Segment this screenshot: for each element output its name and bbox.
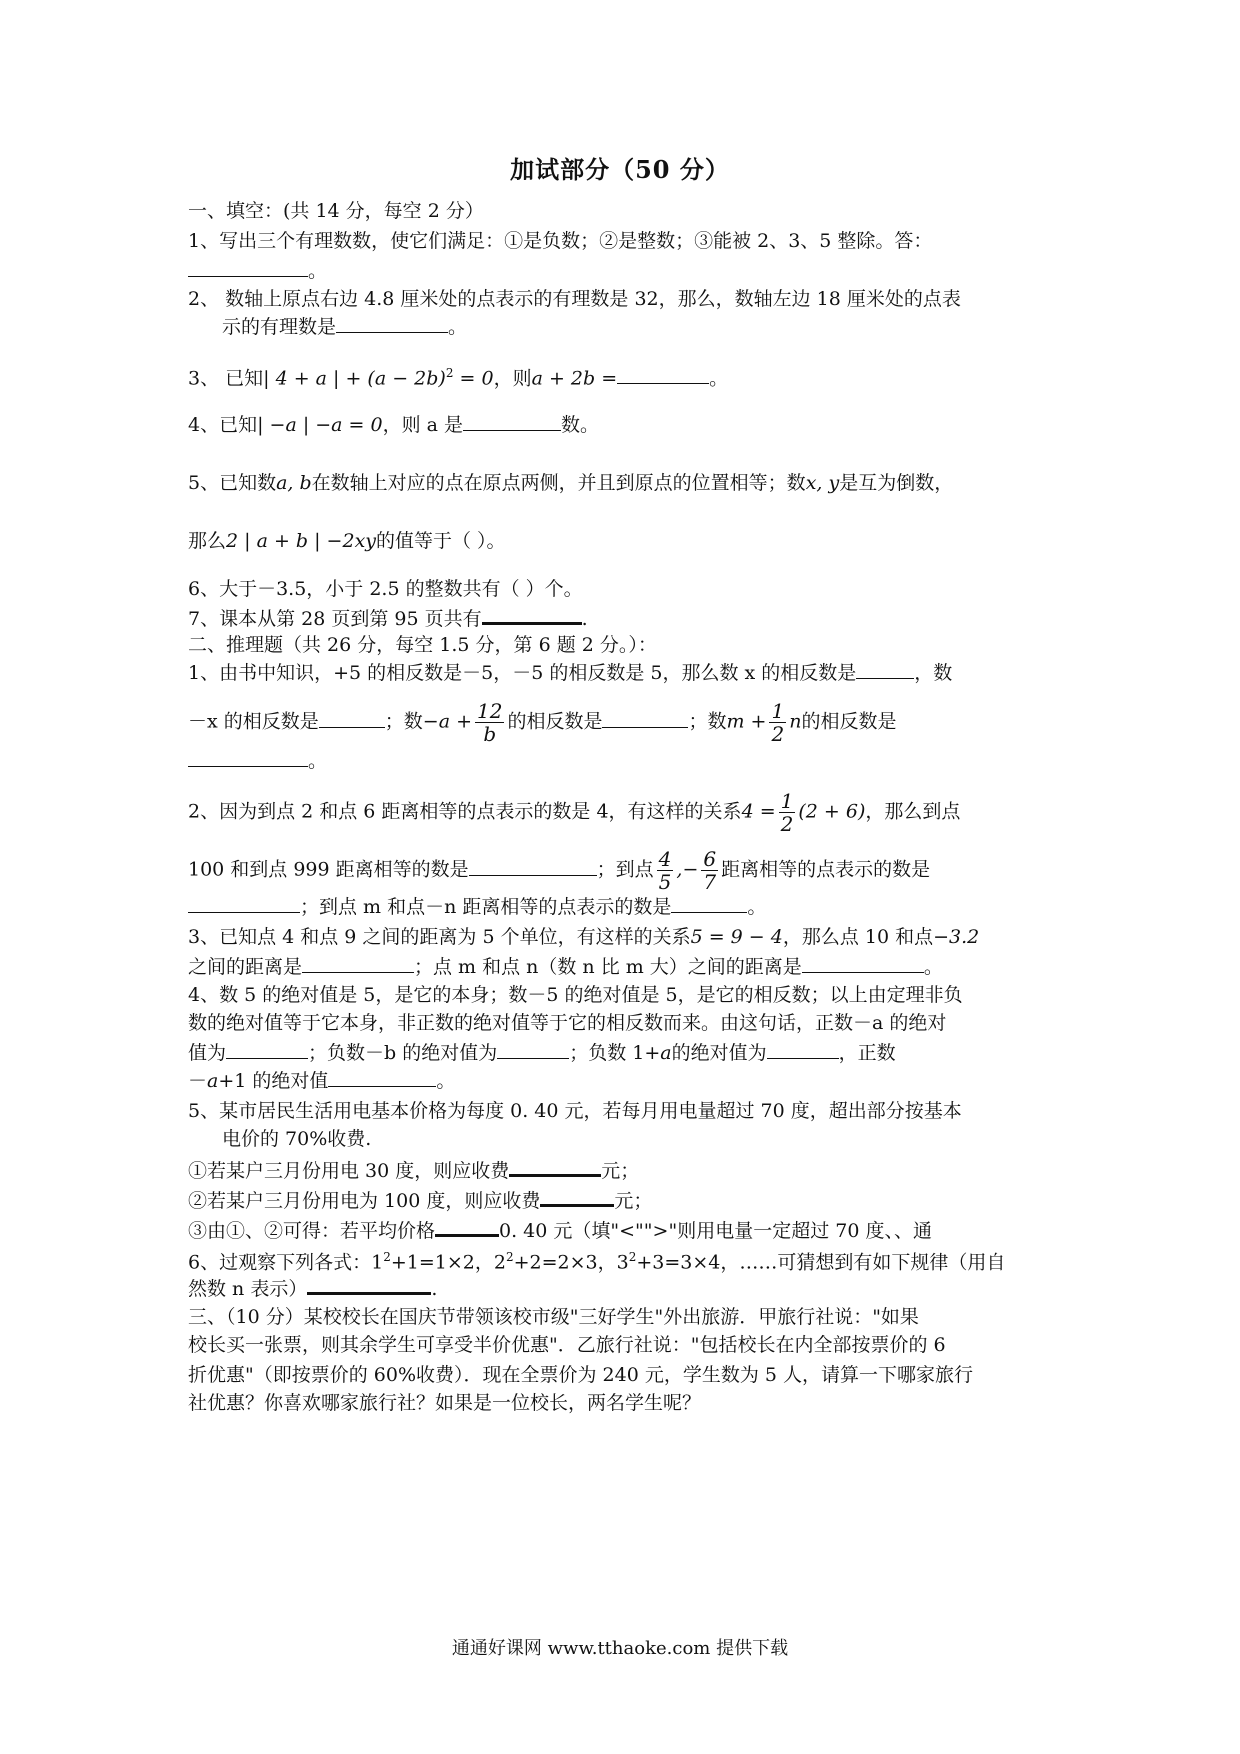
- s2-q2-line2: 100 和到点 999 距离相等的数是 ；到点 $\frac{4}{5}$ ,− $\frac{6}{7}$ 距离相等的点表示的数是: [188, 847, 931, 894]
- s2-q4-line1: 4、数 5 的绝对值是 5，是它的本身；数－5 的绝对值是 5，是它的相反数；以上由定理非负: [188, 984, 963, 1006]
- s2-q1-line2: －x 的相反数是 ；数−a + $\frac{12}{b}$ 的相反数是 ；数m + $\frac{1}{2}$ n的相反数是: [188, 699, 897, 746]
- s1-q4: 4、已知| −a | −a = 0，则 a 是 数。: [188, 414, 600, 436]
- fraction-1-over-2: $\frac{1}{2}$: [771, 699, 785, 746]
- section2-header: 二、推理题（共 26 分，每空 1.5 分，第 6 题 2 分。）：: [188, 634, 657, 656]
- s1-q1-line1: 1、写出三个有理数数，使它们满足：①是负数；②是整数；③能被 2、3、5 整除。答：: [188, 230, 933, 252]
- s2-q5-line1: 5、某市居民生活用电基本价格为每度 0. 40 元，若每月用电量超过 70 度，超出部分按基本: [188, 1100, 962, 1122]
- s2-q4-line3: 值为 ；负数－b 的绝对值为 ；负数 1+a的绝对值为 ，正数: [188, 1042, 896, 1064]
- section1-header: 一、填空：(共 14 分，每空 2 分）: [188, 200, 484, 222]
- s2-q5-blank1: [509, 1156, 601, 1177]
- s2-q2-line1: 2、因为到点 2 和点 6 距离相等的点表示的数是 4，有这样的关系4 = $\frac{1}{2}$ (2 + 6)，那么到点: [188, 789, 961, 836]
- s2-q1-blank3: [602, 709, 688, 728]
- fraction-6-over-7: $\frac{6}{7}$: [703, 847, 717, 894]
- s2-q4-blank4: [328, 1068, 436, 1087]
- s1-q4-blank: [463, 412, 561, 431]
- s2-q2-blank3: [671, 894, 747, 913]
- s2-q1-blank1: [856, 660, 914, 679]
- s2-q5-part1: ①若某户三月份用电 30 度，则应收费 元；: [188, 1156, 639, 1184]
- s1-q1-blank: [188, 258, 308, 277]
- fraction-1-over-2: $\frac{1}{2}$: [780, 789, 794, 836]
- s1-q2-blank: [336, 314, 448, 333]
- s1-q5-line1: 5、已知数a, b在数轴上对应的点在原点两侧，并且到原点的位置相等；数x, y是互为倒数，: [188, 472, 954, 494]
- s2-q3-line1: 3、已知点 4 和点 9 之间的距离为 5 个单位，有这样的关系5 = 9 − 4，那么点 10 和点−3.2: [188, 926, 980, 948]
- s2-q5-blank2: [540, 1186, 614, 1207]
- s1-q3: 3、 已知| 4 + a | + $(a - 2b)^2 = 0$，则a + 2b = 。: [188, 366, 729, 390]
- s2-q2-blank1: [469, 857, 597, 876]
- section3-line4: 社优惠？你喜欢哪家旅行社？如果是一位校长，两名学生呢？: [188, 1392, 702, 1414]
- s1-q2-line2: 示的有理数是 。: [222, 316, 468, 338]
- s2-q5-line2: 电价的 70%收费.: [222, 1128, 372, 1150]
- s2-q5-blank3: [435, 1216, 499, 1237]
- s2-q1-blank2: [319, 709, 385, 728]
- s1-q1-answer-line: 。: [188, 258, 327, 284]
- section3-line1: 三、（10 分）某校校长在国庆节带领该校市级"三好学生"外出旅游．甲旅行社说："如果: [188, 1306, 919, 1328]
- s2-q3-blank1: [302, 954, 414, 973]
- s2-q1-blank4: [188, 748, 308, 767]
- s1-q3-blank: [617, 365, 709, 384]
- footer-source: 通通好课网 www.tthaoke.com 提供下载: [451, 1638, 789, 1659]
- s2-q1-answer-line: 。: [188, 748, 327, 774]
- page-title: 加试部分（50 分）: [510, 155, 730, 184]
- s1-q7: 7、课本从第 28 页到第 95 页共有 .: [188, 604, 588, 632]
- s2-q1-line1: 1、由书中知识，+5 的相反数是－5，－5 的相反数是 5，那么数 x 的相反数是 ，数: [188, 662, 953, 684]
- s2-q3-blank2: [802, 954, 924, 973]
- s2-q3-line2: 之间的距离是 ；点 m 和点 n（数 n 比 m 大）之间的距离是 。: [188, 956, 943, 978]
- s2-q2-line3: ；到点 m 和点－n 距离相等的点表示的数是 。: [188, 894, 766, 920]
- s2-q4-blank2: [497, 1040, 569, 1059]
- s1-q7-blank: [482, 604, 582, 625]
- fraction-12-over-b: $\frac{12}{b}$: [477, 699, 503, 746]
- s2-q2-blank2: [188, 894, 300, 913]
- s2-q4-line4: －a+1 的绝对值 。: [188, 1070, 456, 1092]
- s1-q6: 6、大于－3.5，小于 2.5 的整数共有（ ）个。: [188, 578, 583, 600]
- s2-q4-line2: 数的绝对值等于它本身，非正数的绝对值等于它的相反数而来。由这句话，正数－a 的绝对: [188, 1012, 947, 1034]
- s2-q6-blank: [307, 1274, 431, 1295]
- s2-q6-line1: 6、过观察下列各式：$1^2+1=1\times 2$，$2^2+2=2\times 3$，$3^2+3=3\times 4$，……可猜想到有如下规律（用自: [188, 1250, 1006, 1274]
- s2-q5-part3: ③由①、②可得：若平均价格 0. 40 元（填"<"">"则用电量一定超过 70 度、、通: [188, 1216, 932, 1244]
- section3-line3: 折优惠"（即按票价的 60%收费）．现在全票价为 240 元，学生数为 5 人，请算一下哪家旅行: [188, 1364, 974, 1386]
- fraction-4-over-5: $\frac{4}{5}$: [658, 847, 672, 894]
- s1-q5-line2: 那么2 | a + b | −2xy的值等于（ ）。: [188, 530, 506, 552]
- s2-q5-part2: ②若某户三月份用电为 100 度，则应收费 元；: [188, 1186, 652, 1214]
- section3-line2: 校长买一张票，则其余学生可享受半价优惠"．乙旅行社说："包括校长在内全部按票价的 6: [188, 1334, 946, 1356]
- s2-q4-blank3: [767, 1040, 839, 1059]
- s2-q6-line2: 然数 n 表示） .: [188, 1274, 437, 1302]
- s1-q2-line1: 2、 数轴上原点右边 4.8 厘米处的点表示的有理数是 32，那么，数轴左边 18 厘米处的点表: [188, 288, 961, 310]
- s2-q4-blank1: [226, 1040, 308, 1059]
